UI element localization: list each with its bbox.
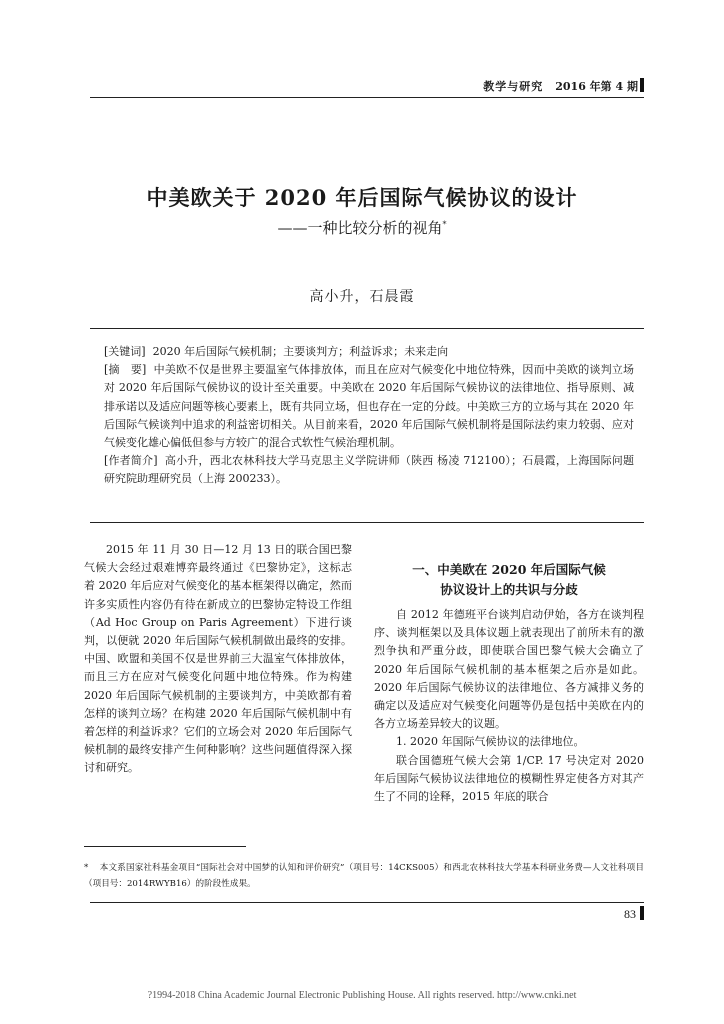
section-heading-line1: 一、中美欧在 2020 年后国际气候 [412, 562, 606, 577]
right-subheading: 1. 2020 年国际气候协议的法律地位。 [396, 735, 585, 749]
intro-paragraph: 2015 年 11 月 30 日—12 月 13 日的联合国巴黎气候大会经过艰难博弈最终通过《巴黎协定》，这标志着 2020 年后应对气候变化的基本框架得以确定，然而许多实质性内容仍有待在新成立的巴黎协定特设工作组（Ad Hoc Group on Paris Agreement）下进行谈判，以便就 2020 年后国际气候机制做出最终的安排。中国、欧盟和美国不仅是世界前三大温室气体排放体，而且三方在应对气候变化问题中地位特殊。作为构建 2020 年后国际气候机制的主要谈判方，中美欧都有着怎样的谈判立场？在构建 2020 年后国际气候机制中有着怎样的利益诉求？它们的立场会对 2020 年后国际气候机制的最终安排产生何种影响？这些问题值得深入探讨和研究。 [84, 543, 352, 775]
abstract-bottom-rule [90, 522, 644, 523]
keywords-label: [关键词] [104, 345, 146, 358]
footnote-text: 本文系国家社科基金项目“国际社会对中国梦的认知和评价研究”（项目号：14CKS005）和西北农林科技大学基本科研业务费—人文社科项目（项目号：2014RWYB16）的阶段性成果。 [84, 863, 644, 889]
subtitle-footnote-mark: * [442, 220, 447, 229]
journal-name: 教学与研究 [483, 80, 544, 93]
page-number: 83 [624, 907, 636, 921]
abstract-label: [摘 要] [104, 363, 147, 377]
body-right-column [374, 606, 644, 806]
author-info-paragraph [104, 452, 634, 488]
header-bar [640, 78, 644, 92]
abstract-paragraph [104, 361, 634, 452]
author-info-label: [作者简介] [104, 454, 158, 468]
footnote-mark: * [84, 863, 89, 873]
abstract-text: 中美欧不仅是世界主要温室气体排放体，而且在应对气候变化中地位特殊，因而中美欧的谈判立场对 2020 年后国际气候协议的设计至关重要。中美欧在 2020 年后国际气候协议的法律地位、指导原则、减排承诺以及适应问题等核心要素上，既有共同立场，但也存在一定的分歧。中美欧三方的立场与其在 2020 年后国际气候谈判中追求的利益密切相关。从目前来看，2020 年后国际气候机制将是国际法约束力较弱、应对气候变化雄心偏低但参与方较广的混合式软性气候治理机制。 [104, 363, 634, 450]
body-left-column [84, 541, 352, 778]
abstract-top-rule [90, 328, 644, 329]
issue-label: 2016 年第 4 期 [555, 80, 638, 93]
section-heading-line2: 协议设计上的共识与分歧 [440, 582, 578, 597]
header-rule [90, 97, 644, 98]
authors: 高小升，石晨霞 [309, 289, 415, 305]
page-number-bar [640, 906, 644, 920]
running-header [0, 78, 638, 94]
page-rule [90, 902, 644, 903]
footnote [84, 860, 644, 892]
right-paragraph-1: 自 2012 年德班平台谈判启动伊始，各方在谈判程序、谈判框架以及具体议题上就表现出了前所未有的激烈争执和严重分歧，即使联合国巴黎气候大会确立了 2020 年后国际气候机制的基本框架之后亦是如此。2020 年后国际气候协议的法律地位、各方减排义务的确定以及适应对气候变化问题等仍是包括中美欧在内的各方立场差异较大的议题。 [374, 608, 644, 731]
article-subtitle [0, 217, 724, 238]
keywords-paragraph [104, 343, 634, 361]
abstract-block [104, 343, 634, 489]
footnote-rule [84, 846, 246, 847]
copyright-line: ?1994-2018 China Academic Journal Electronic Publishing House. All rights reserved. http://www.cnki.net [147, 990, 577, 1001]
right-paragraph-2: 联合国德班气候大会第 1/CP. 17 号决定对 2020 年后国际气候协议法律地位的模糊性界定使各方对其产生了不同的诠释，2015 年底的联合 [374, 753, 644, 804]
author-info-text: 高小升，西北农林科技大学马克思主义学院讲师（陕西 杨凌 712100）；石晨霞，上海国际问题研究院助理研究员（上海 200233）。 [104, 454, 634, 486]
section-heading [374, 560, 644, 600]
keywords-text: 2020 年后国际气候机制；主要谈判方；利益诉求；未来走向 [152, 345, 449, 358]
article-title: 中美欧关于 2020 年后国际气候协议的设计 [146, 185, 578, 210]
subtitle-text: ——一种比较分析的视角 [277, 219, 443, 237]
